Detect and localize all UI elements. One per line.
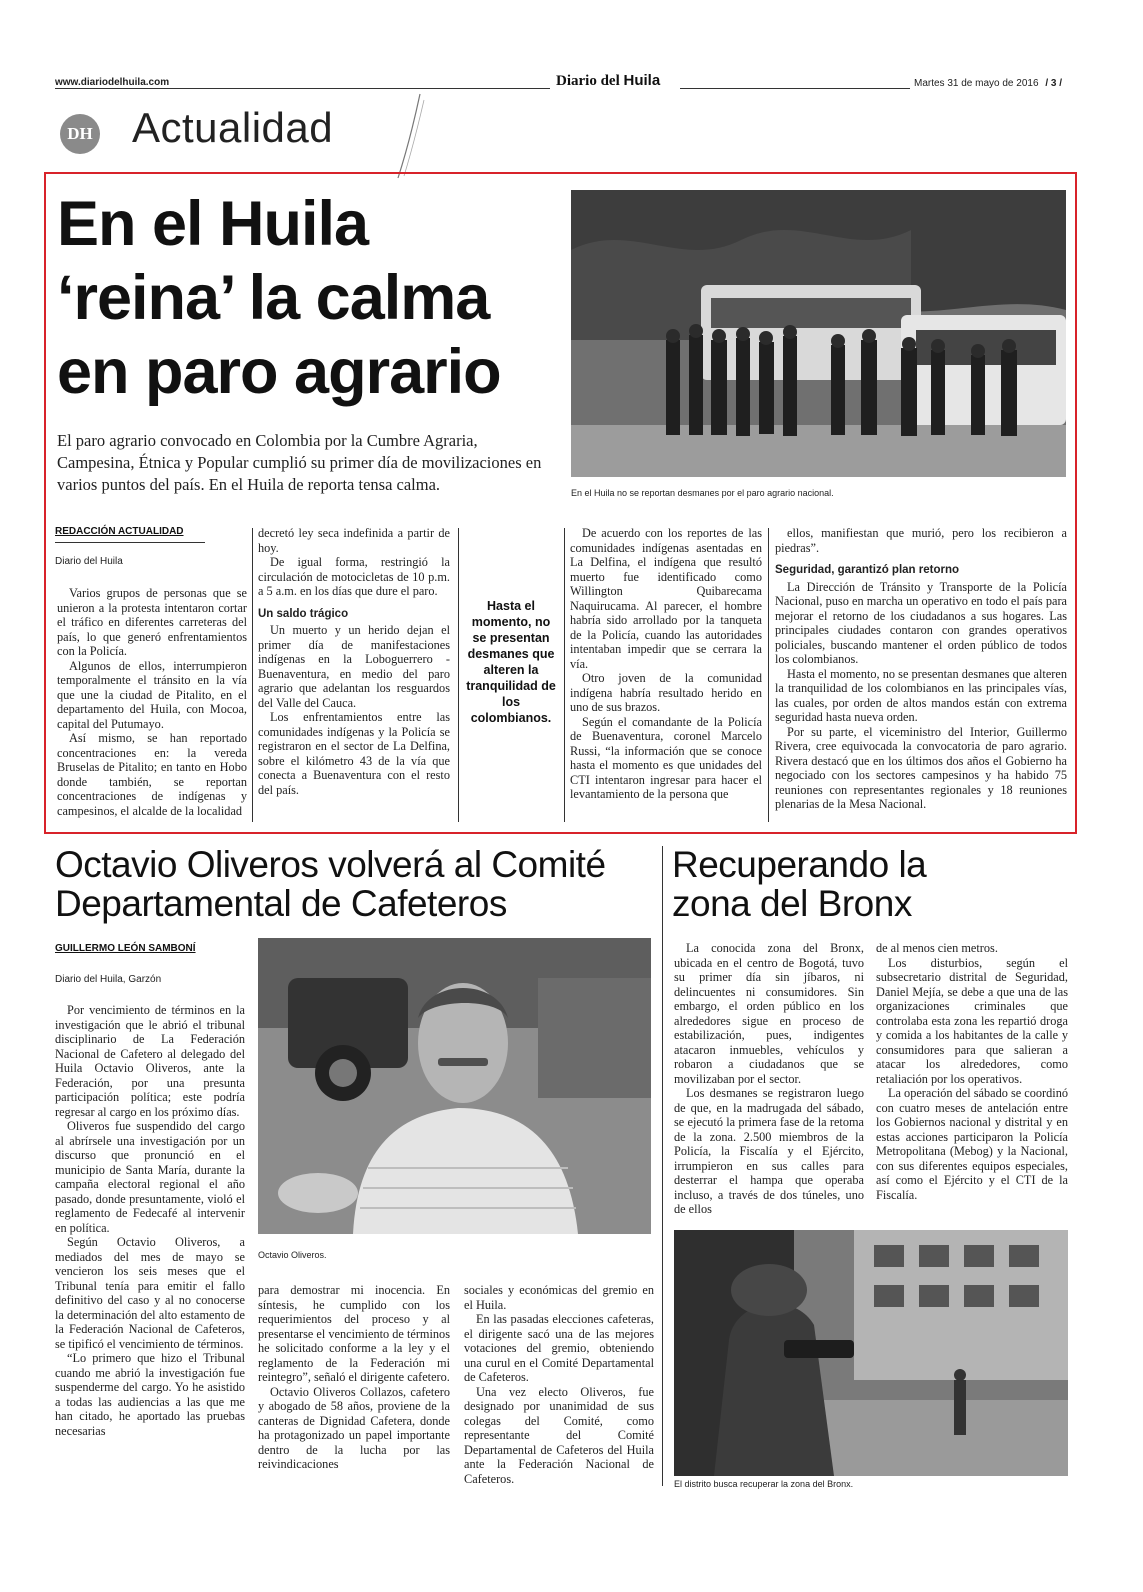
page-number: / 3 / (1045, 78, 1062, 89)
paragraph: Según Octavio Oliveros, a mediados del mes de mayo se vencieron los seis meses que el Tribunal tenía para emitir el fallo definitivo del caso y al no conocerse la determinación del alto estamento de la Federación Nacional de Cafeteros, se tipificó el vencimiento de términos. (55, 1235, 245, 1351)
lead-column-3 (570, 526, 762, 826)
paragraph: Una vez electo Oliveros, fue designado por unanimidad de sus colegas del Comité, como representante del Comité Departamental de Cafeteros del Huila ante la Federación Nacional de Cafeteros. (464, 1384, 654, 1486)
soldier-street-photo-icon (674, 1230, 1068, 1476)
lead-source: Diario del Huila (55, 556, 123, 567)
oliveros-headline-line: Octavio Oliveros volverá al Comité (55, 844, 606, 885)
paragraph: La operación del sábado se coordinó con cuatro meses de antelación entre los Gobiernos nacional y distrital y en estas acciones participaron la Policía Metropolitana (Mebog) y la Nacional, con sus diferentes equipos especiales, así como el Ejército y el CTI de la Fiscalía. (876, 1086, 1068, 1202)
paragraph: Los desmanes se registraron luego de que, en la madrugada del sábado, se ejecutó la primera fase de la retoma de la zona. 2.500 miembros de la Policía, la Fiscalía y el Ejército, irrumpieron en sus calles para desterrar el hampa que operaba incluso, a través de dos túneles, uno de ellos (674, 1086, 864, 1216)
column-rule (252, 528, 253, 822)
column-rule (564, 528, 565, 822)
column-rule (768, 528, 769, 822)
header-rule-left (55, 88, 550, 89)
bronx-column-2 (876, 941, 1068, 1221)
paragraph: Por vencimiento de términos en la investigación que le abrió el tribunal disciplinario de La Federación Nacional de Cafetero al delegado del Huila Octavio Oliveros, ante la Federación, por una presunta participación política; este podría regresar al cargo en los próximo días. (55, 1003, 245, 1119)
issue-date-text: Martes 31 de mayo de 2016 (914, 78, 1039, 89)
oliveros-byline: GUILLERMO LEÓN SAMBONÍ (55, 943, 196, 954)
issue-date (914, 78, 1062, 89)
police-buses-photo-icon (571, 190, 1066, 477)
lead-headline-line: En el Huila (57, 189, 369, 259)
lead-photo-caption: En el Huila no se reportan desmanes por el paro agrario nacional. (571, 488, 834, 498)
masthead (556, 72, 660, 90)
paragraph: Por su parte, el viceministro del Interior, Guillermo Rivera, cree equivocada la convocatoria de paro agrario. Rivera destacó que en los últimos dos años el Gobierno ha negociado con los sectores campesinos y ha habido 75 reuniones con representantes regionales y 18 reuniones plenarias de la Mesa Nacional. (775, 724, 1067, 811)
lead-headline-line: ‘reina’ la calma (57, 263, 490, 333)
section-title: Actualidad (132, 104, 334, 151)
byline-rule (55, 542, 205, 543)
paragraph: La conocida zona del Bronx, ubicada en el centro de Bogotá, tuvo su primer día sin jíbaros, ni delincuentes ni consumidores. Sin embargo, el orden público en los alrededores sigue en proceso de estabilización, pues, indigentes atacaron inmuebles, vehículos y robaron a ciudadanos que se movilizaban por el sector. (674, 941, 864, 1086)
paragraph: La Dirección de Tránsito y Transporte de la Policía Nacional, puso en marcha un operativo en todo el país para mejorar el retorno de los ciudadanos a sus hogares. Las principales ciudades contaron con grandes operativos policiales, buscando mantener el orden público de todos los colombianos. (775, 579, 1067, 666)
portrait-photo-icon (258, 938, 651, 1234)
bronx-headline-line: zona del Bronx (672, 882, 912, 924)
paragraph: Hasta el momento, no se presentan desmanes que alteren la tranquilidad de los colombianos en las principales vías, las cuales, por orden de altos mandos están con extrema seguridad hasta nueva orden. (775, 666, 1067, 724)
paragraph: de al menos cien metros. (876, 941, 998, 955)
lead-column-4 (775, 526, 1067, 826)
paragraph: Octavio Oliveros Collazos, cafetero y abogado de 58 años, proviene de la canteras de Dignidad Cafetera, donde ha protagonizado un papel importante dentro de la lucha por las reivindicaciones (258, 1384, 450, 1471)
pull-quote: Hasta el momento, no se presentan desmanes que alteren la tranquilidad de los colombianos. (466, 599, 556, 725)
bronx-photo-caption: El distrito busca recuperar la zona del Bronx. (674, 1479, 854, 1489)
bronx-photo (674, 1230, 1068, 1476)
paragraph: “Lo primero que hizo el Tribunal cuando me abrió la investigación fue suspenderme del cargo. Yo he asistido a todas las audiencias a las que me han citado, he aportado las pruebas necesarias (55, 1351, 245, 1438)
column-rule (458, 528, 459, 822)
paragraph: decretó ley seca indefinida a partir de hoy. (258, 526, 450, 555)
paragraph: Los disturbios, según el subsecretario distrital de Seguridad, Daniel Mejía, se debe a que una de las organizaciones criminales que controlaba esta zona les repartió droga y comida a los habitantes de la calle y consumidores para que salieran a atacar los alrededores, como retaliación por los operativos. (876, 955, 1068, 1086)
story-divider (662, 846, 663, 1486)
paragraph: En las pasadas elecciones cafeteras, el dirigente sacó una de las mejores votaciones del gremio, obteniendo una curul en el Comité Departamental de Cafeteros. (464, 1312, 654, 1384)
subhead: Un saldo trágico (258, 607, 349, 620)
lead-headline (57, 189, 501, 407)
lead-column-2 (258, 526, 450, 826)
paragraph: Un muerto y un herido dejan el primer día de manifestaciones indígenas en la Loboguerrero - Buenaventura, en medio del paro agrario que adelantan los resguardos del Valle del Cauca. (258, 623, 450, 710)
paragraph: Según el comandante de la Policía de Buenaventura, coronel Marcelo Russi, “la información que se conoce hasta el momento es que unidades del CTI intentaron ingresar para hacer el levantamiento de la persona que (570, 714, 762, 801)
lead-deck: El paro agrario convocado en Colombia por la Cumbre Agraria, Campesina, Étnica y Popular cumplió su primer día de movilizaciones en varios puntos del país. En el Huila de reporta tensa calma. (57, 431, 542, 494)
masthead-a: Diario del (556, 73, 620, 89)
oliveros-column-3 (464, 1283, 654, 1486)
dh-logo: DH (60, 114, 100, 154)
subhead: Seguridad, garantizó plan retorno (775, 564, 960, 576)
oliveros-headline (55, 846, 606, 924)
bronx-headline (672, 846, 926, 924)
oliveros-photo-caption: Octavio Oliveros. (258, 1250, 327, 1260)
paragraph: Así mismo, se han reportado concentraciones en: la vereda Bruselas de Pitalito; en tanto en Hobo donde también, se reportan concentraciones de indígenas y campesinos, el alcalde de la localidad (57, 731, 247, 818)
paragraph: Varios grupos de personas que se unieron a la protesta intentaron cortar el tráfico en diferentes carreteras del país, lo que generó enfrentamientos con la Policía. (57, 586, 247, 658)
paragraph: Algunos de ellos, interrumpieron temporalmente el tránsito en la vía que une la ciudad de Pitalito, en el departamento del Huila, con Mocoa, capital del Putumayo. (57, 658, 247, 731)
paragraph: ellos, manifiestan que murió, pero los recibieron a piedras”. (775, 526, 1067, 555)
lead-column-1 (57, 586, 247, 826)
paragraph: sociales y económicas del gremio en el Huila. (464, 1283, 654, 1312)
oliveros-photo (258, 938, 651, 1234)
paragraph: Los enfrentamientos entre las comunidades indígenas y la Policía se registraron en el sector de La Delfina, sobre el kilómetro 43 de la vía que conecta a Buenaventura con el resto del país. (258, 710, 450, 797)
oliveros-column-1 (55, 1003, 245, 1468)
oliveros-headline-line: Departamental de Cafeteros (55, 882, 507, 924)
paragraph: para demostrar mi inocencia. En síntesis, he cumplido con los requerimientos del proceso y al presentarse el vencimiento de términos he solicitado conforme a la ley y el reglamento de la Federación mi reintegro”, señaló el dirigente cafetero. (258, 1283, 450, 1384)
paragraph: Oliveros fue suspendido del cargo al abrírsele una investigación por un discurso que pronunció en el municipio de Santa María, durante la campaña electoral regional el año pasado, donde presuntamente, violó el reglamento de Fedecafé al intervenir en política. (55, 1119, 245, 1235)
oliveros-column-2 (258, 1283, 450, 1471)
paragraph: De acuerdo con los reportes de las comunidades indígenas asentadas en La Delfina, el indígena que resultó muerto fue identificado como Willington Quibarecama Naquirucama. Al parecer, el hombre habría sido arrollado por la tanqueta de la Policía, cuando las autoridades intentaban impedir que se cerrara la vía. (570, 526, 762, 671)
lead-headline-line: en paro agrario (57, 337, 501, 407)
header-rule-right (680, 88, 910, 89)
bronx-column-1 (674, 941, 864, 1221)
lead-byline: REDACCIÓN ACTUALIDAD (55, 526, 184, 537)
decorative-flourish-icon (390, 92, 430, 182)
site-url: www.diariodelhuila.com (55, 77, 170, 88)
paragraph: Otro joven de la comunidad indígena habría resultado herido en uno de sus brazos. (570, 671, 762, 714)
masthead-b: Huila (623, 72, 661, 89)
bronx-headline-line: Recuperando la (672, 844, 927, 885)
paragraph: De igual forma, restringió la circulación de motocicletas de 10 p.m. a 5 a.m. en los días que dure el paro. (258, 555, 450, 598)
oliveros-source: Diario del Huila, Garzón (55, 974, 162, 985)
lead-photo (571, 190, 1066, 477)
